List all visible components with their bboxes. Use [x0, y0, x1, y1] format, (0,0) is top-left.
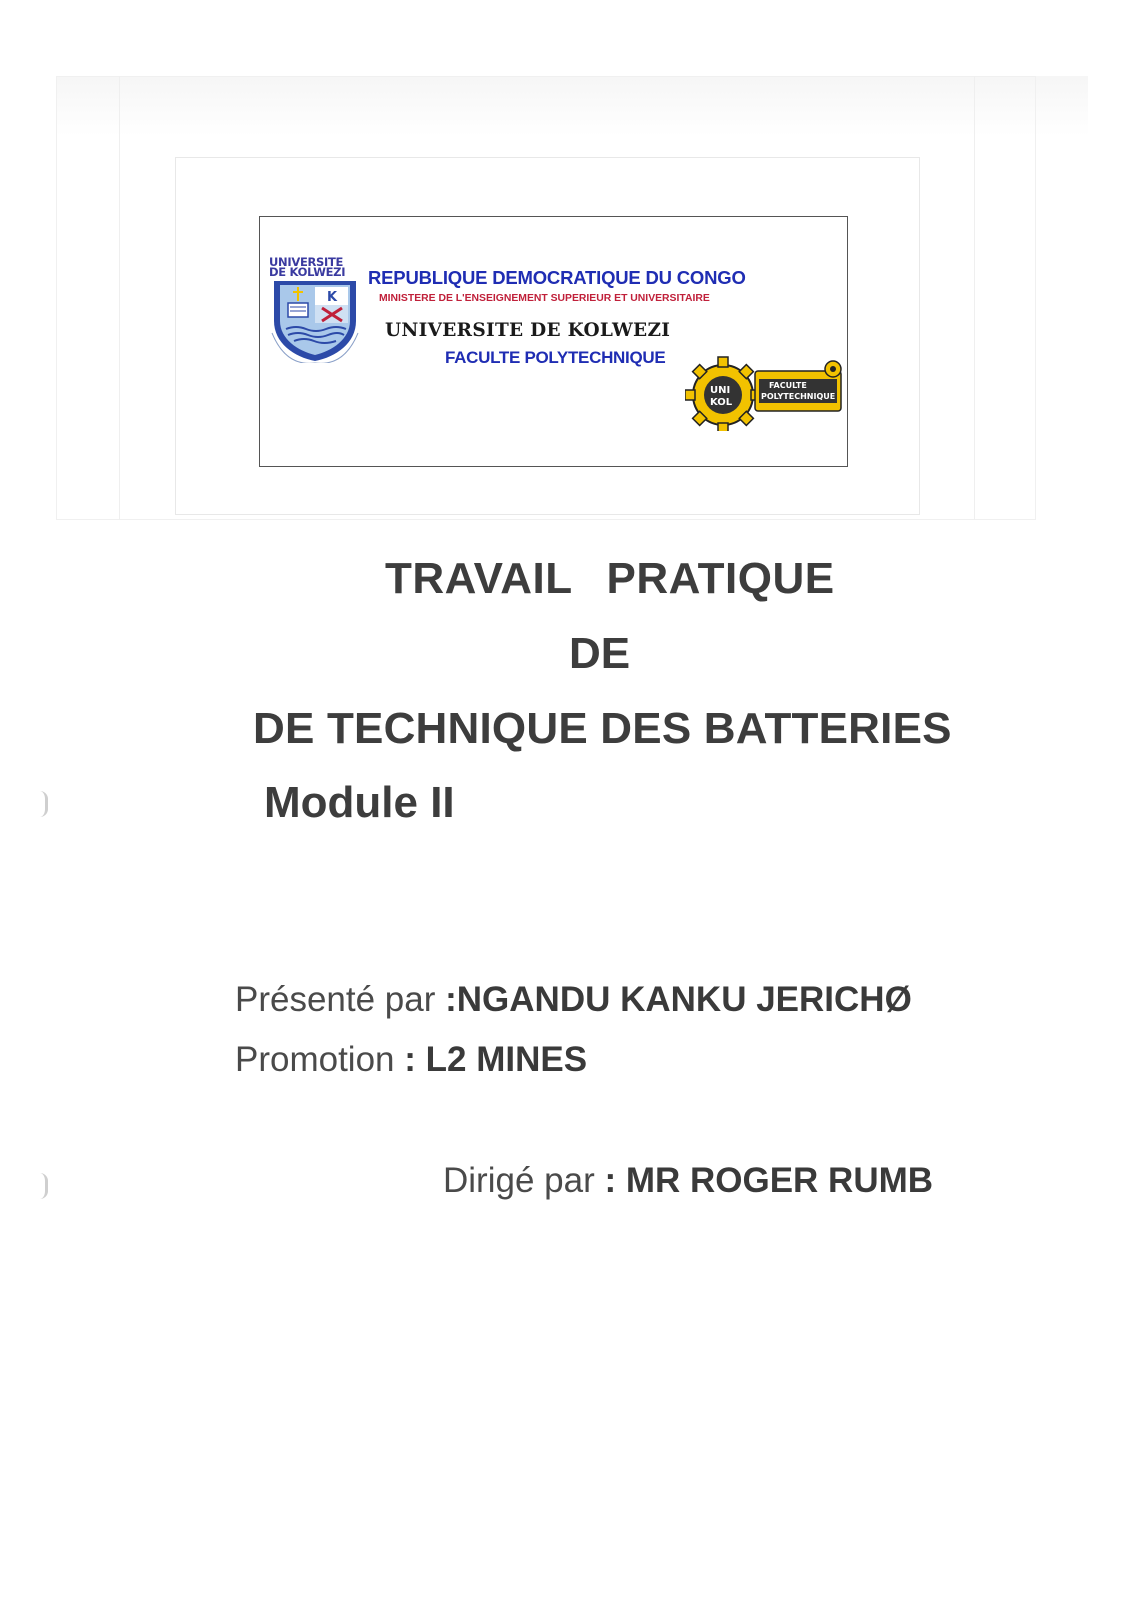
promotion [235, 1040, 587, 1080]
presented-by-value: :NGANDU KANKU JERICHØ [445, 980, 912, 1019]
faculty-name: FACULTE POLYTECHNIQUE [445, 348, 666, 367]
title-line-1: TRAVAIL PRATIQUE [385, 554, 835, 603]
presented-by [235, 980, 912, 1020]
university-name: UNIVERSITE DE KOLWEZI [385, 320, 671, 341]
faculty-gear-logo-icon [685, 355, 847, 431]
ministry-name: MINISTERE DE L'ENSEIGNEMENT SUPERIEUR ET UNIVERSITAIRE [379, 293, 710, 304]
title-line-3: DE TECHNIQUE DES BATTERIES [253, 704, 952, 753]
promotion-value: : L2 MINES [404, 1040, 588, 1079]
title-module: Module II [264, 778, 455, 827]
promotion-label: Promotion [235, 1040, 405, 1079]
scan-edge-mark [40, 791, 48, 817]
scan-line-left [119, 76, 120, 520]
svg-text:POLYTECHNIQUE: POLYTECHNIQUE [761, 392, 836, 401]
directed-by [443, 1161, 933, 1201]
scan-edge-mark [40, 1173, 48, 1199]
title-line-2: DE [569, 629, 631, 678]
university-header-banner [259, 216, 848, 467]
scan-line-right [974, 76, 975, 520]
directed-by-label: Dirigé par [443, 1161, 605, 1200]
svg-text:K: K [327, 290, 338, 305]
presented-by-label: Présenté par [235, 980, 446, 1019]
university-badge-text: UNIVERSITE DE KOLWEZI [269, 255, 346, 279]
svg-text:FACULTE: FACULTE [769, 381, 807, 390]
university-crest-icon [266, 277, 364, 363]
directed-by-value: : MR ROGER RUMB [604, 1161, 934, 1200]
svg-text:UNI: UNI [710, 385, 731, 396]
country-name: REPUBLIQUE DEMOCRATIQUE DU CONGO [368, 267, 746, 288]
svg-text:KOL: KOL [710, 397, 733, 408]
